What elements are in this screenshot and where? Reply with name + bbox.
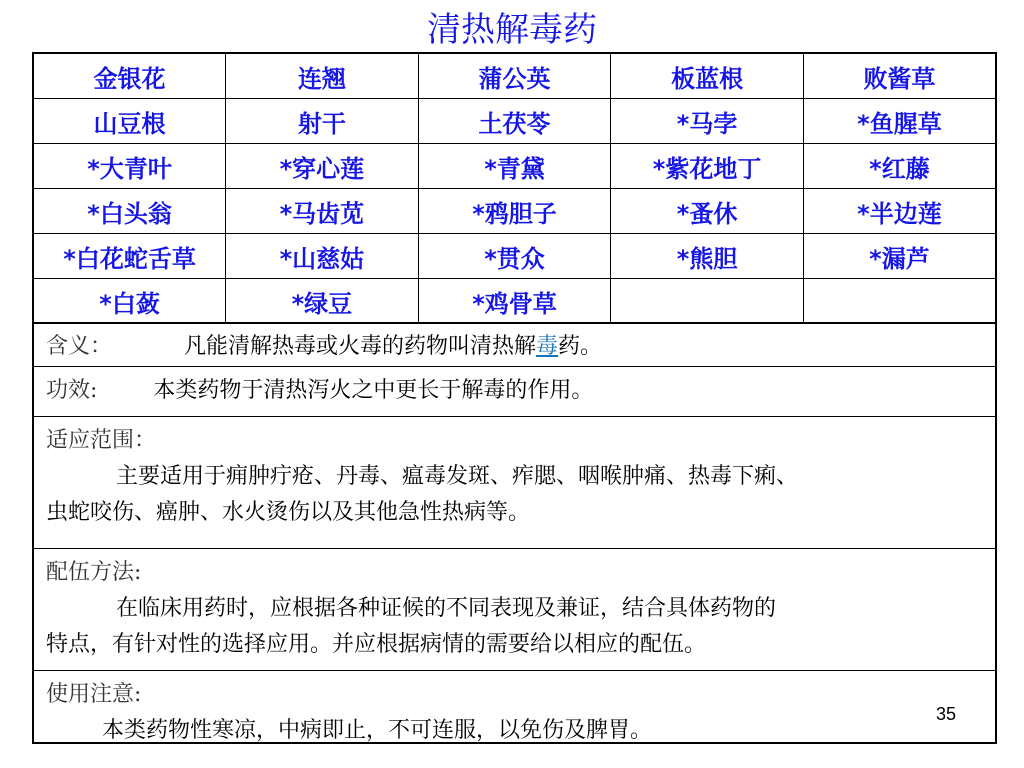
herb-cell: *鸡骨草 xyxy=(418,279,611,324)
herb-table xyxy=(32,52,997,324)
slide-title: 清热解毒药 xyxy=(427,10,597,50)
herb-cell: *白蔹 xyxy=(33,279,226,324)
herb-cell: *绿豆 xyxy=(226,279,419,324)
herb-cell xyxy=(803,279,996,324)
herb-cell: *穿心莲 xyxy=(226,144,419,189)
herb-row xyxy=(33,99,996,144)
herb-row xyxy=(33,279,996,324)
efficacy-text: 本类药物于清热泻火之中更长于解毒的作用。 xyxy=(153,378,594,403)
herb-cell: *红藤 xyxy=(803,144,996,189)
herb-cell: 连翘 xyxy=(226,53,419,99)
herb-cell: *马齿苋 xyxy=(226,189,419,234)
definition-text-end: 药。 xyxy=(558,334,603,359)
precautions-text: 本类药物性寒凉，中病即止，不可连服，以免伤及脾胃。 xyxy=(102,718,653,743)
combination-section xyxy=(32,548,997,670)
herb-cell: *马孛 xyxy=(611,99,804,144)
definition-highlight[interactable]: 毒 xyxy=(536,334,559,359)
definition-text: 凡能清解热毒或火毒的药物叫清热解 xyxy=(184,334,537,359)
herb-cell: 蒲公英 xyxy=(418,53,611,99)
herb-cell: *紫花地丁 xyxy=(611,144,804,189)
herb-cell: *鸦胆子 xyxy=(418,189,611,234)
herb-cell xyxy=(611,279,804,324)
page-number: 35 xyxy=(936,704,957,724)
indications-label: 适应范围： xyxy=(46,428,157,453)
herb-cell: *白花蛇舌草 xyxy=(33,234,226,279)
efficacy-label: 功效: xyxy=(46,378,98,403)
herb-row xyxy=(33,53,996,99)
herb-cell: 败酱草 xyxy=(803,53,996,99)
herb-cell: 射干 xyxy=(226,99,419,144)
herb-cell: *大青叶 xyxy=(33,144,226,189)
precautions-label: 使用注意: xyxy=(46,682,142,707)
herb-cell: *熊胆 xyxy=(611,234,804,279)
combination-label: 配伍方法: xyxy=(46,560,142,585)
herb-cell: *贯众 xyxy=(418,234,611,279)
herb-cell: *山慈姑 xyxy=(226,234,419,279)
definition-label: 含义： xyxy=(46,334,113,359)
indications-line-2: 虫蛇咬伤、癌肿、水火烫伤以及其他急性热病等。 xyxy=(46,500,531,525)
herb-cell: *青黛 xyxy=(418,144,611,189)
herb-cell: *白头翁 xyxy=(33,189,226,234)
precautions-section xyxy=(32,670,997,744)
herb-cell: 板蓝根 xyxy=(611,53,804,99)
herb-cell: 山豆根 xyxy=(33,99,226,144)
indications-section xyxy=(32,416,997,548)
herb-row xyxy=(33,189,996,234)
efficacy-section xyxy=(32,366,997,416)
herb-cell: 金银花 xyxy=(33,53,226,99)
combination-line-1: 在临床用药时，应根据各种证候的不同表现及兼证，结合具体药物的 xyxy=(116,596,777,621)
combination-line-2: 特点，有针对性的选择应用。并应根据病情的需要给以相应的配伍。 xyxy=(46,632,707,657)
herb-cell: *漏芦 xyxy=(803,234,996,279)
herb-cell: 土茯苓 xyxy=(418,99,611,144)
herb-cell: *半边莲 xyxy=(803,189,996,234)
herb-cell: *蚤休 xyxy=(611,189,804,234)
herb-row xyxy=(33,234,996,279)
indications-line-1: 主要适用于痈肿疔疮、丹毒、瘟毒发斑、痄腮、咽喉肿痛、热毒下痢、 xyxy=(116,464,799,489)
herb-cell: *鱼腥草 xyxy=(803,99,996,144)
definition-section xyxy=(32,322,997,366)
herb-row xyxy=(33,144,996,189)
